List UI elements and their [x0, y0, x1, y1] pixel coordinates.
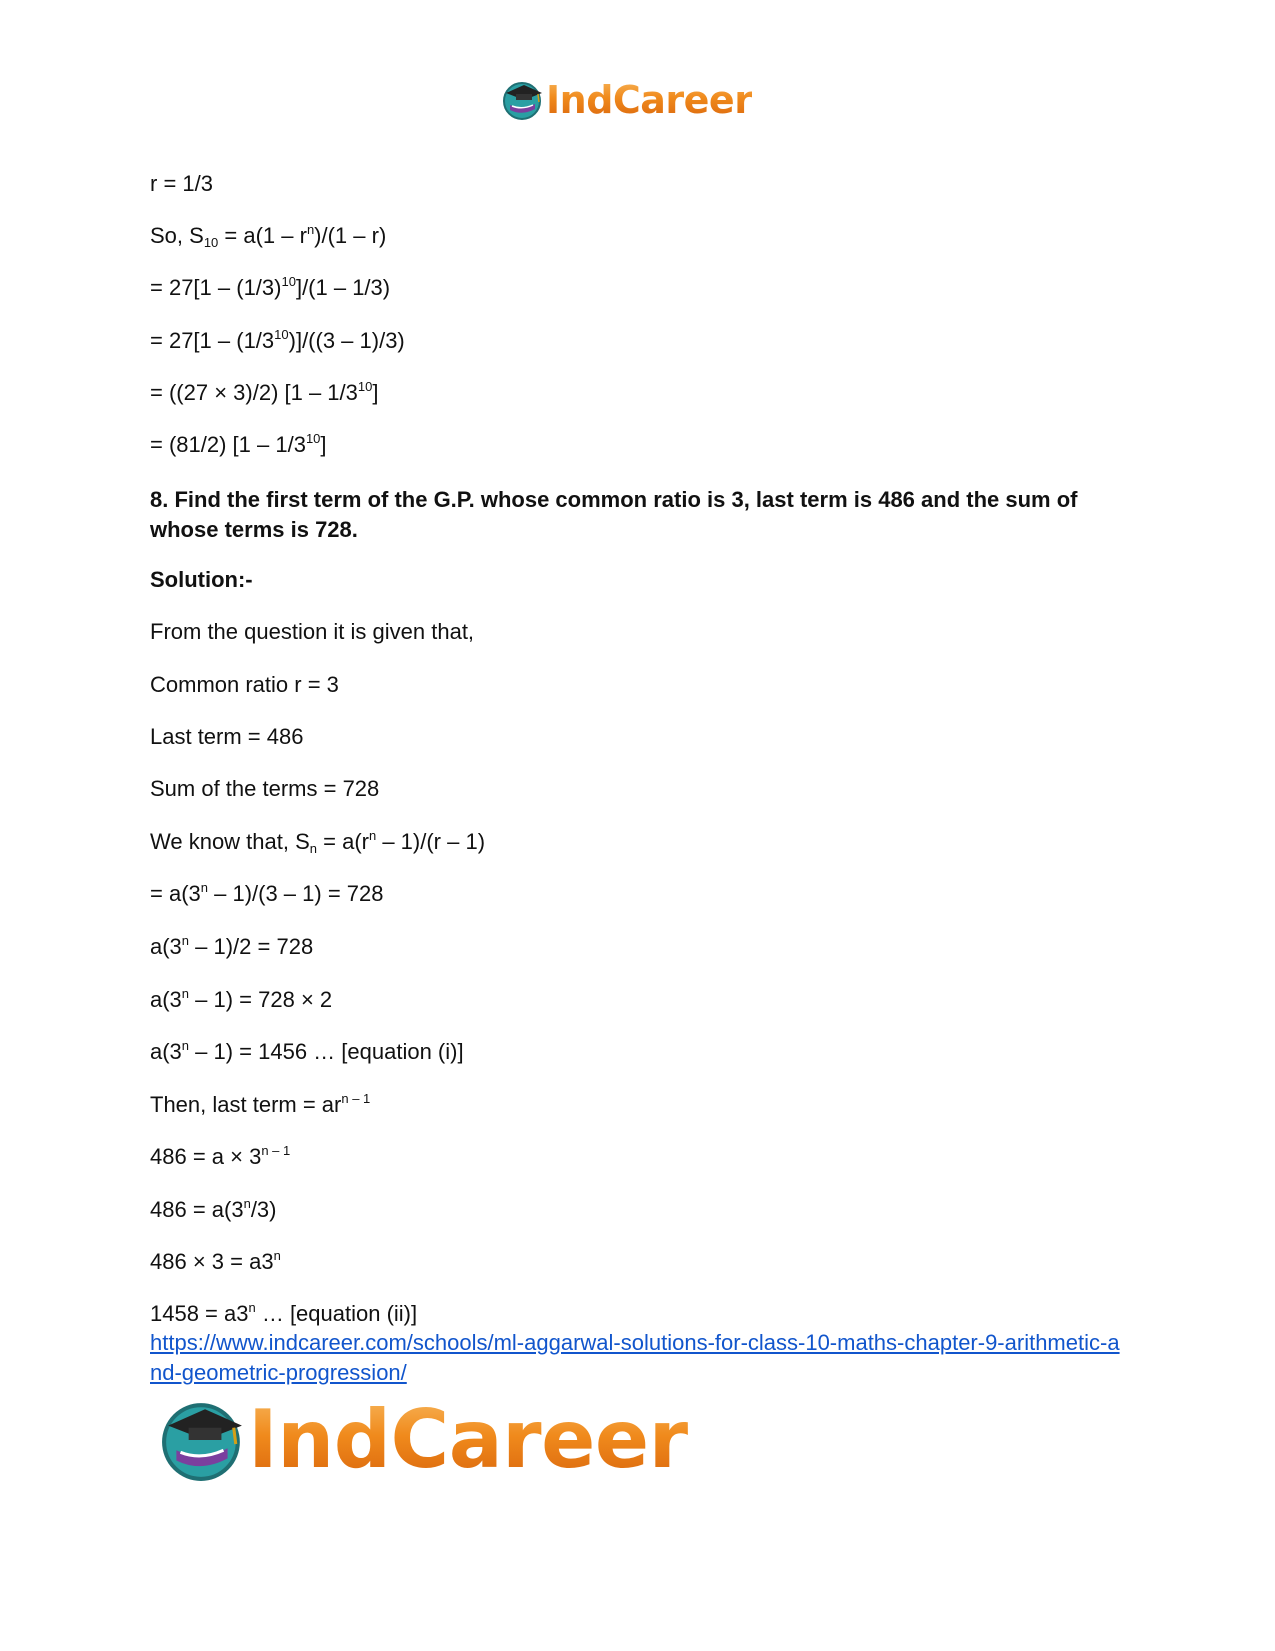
solution-label: Solution:-: [150, 567, 253, 592]
math-line: $486 = a(3^n/3)$: [150, 1196, 277, 1222]
math-line: $486 = a \times 3^{n - 1}$: [150, 1143, 291, 1169]
brand-name: IndCareer: [546, 78, 753, 122]
graduation-cap-globe-icon: [160, 1397, 246, 1483]
text-line: From the question it is given that,: [150, 619, 475, 644]
text-line: Common ratio r = 3: [150, 672, 339, 697]
math-line: We know that, $S_n = a(r^n - 1)/(r - 1)$: [150, 828, 486, 856]
brand-logo-footer: [160, 1395, 688, 1485]
math-line: = ((27 × 3)/2) $[1 - 1/3^{10}]$: [150, 379, 379, 405]
math-line: $486 \times 3 = a3^n$: [150, 1248, 281, 1274]
math-line: $1458 = a3^n$ … [equation (ii)]: [150, 1300, 418, 1326]
math-line: a(3$^n$ – 1)/2 = 728: [150, 933, 314, 959]
math-line: = $27[1 - (1/3^{10})]/((3 - 1)/3)$: [150, 327, 405, 353]
brand-logo-header: [502, 78, 752, 122]
math-line: a(3$^n$ – 1) = 1456 … [equation (i)]: [150, 1038, 464, 1064]
math-line: = $27[1 - (1/3)^{10}]/(1 - 1/3)$: [150, 274, 391, 300]
brand-name-large: IndCareer: [248, 1393, 688, 1486]
math-line: Then, last term = $ar^{n - 1}$: [150, 1091, 371, 1117]
math-line: So, $S_{10} = a(1 - r^n)/(1 - r)$: [150, 222, 387, 250]
math-line: = $a(3^n - 1)/(3 - 1) = 728$: [150, 880, 384, 906]
source-link[interactable]: https://www.indcareer.com/schools/ml-aggarwal-solutions-for-class-10-maths-chapter-9-arithmetic-and-geometric-progression/: [150, 1330, 1120, 1385]
text-line: Last term = 486: [150, 724, 304, 749]
question-heading: 8. Find the first term of the G.P. whose common ratio is 3, last term is 486 and the sum of whose terms is 728.: [150, 487, 1078, 542]
math-line: a(3$^n$ – 1) = 728 × 2: [150, 986, 333, 1012]
graduation-cap-globe-icon: [502, 79, 544, 121]
text-line: Sum of the terms = 728: [150, 776, 380, 801]
math-line: = (81/2) $[1 - 1/3^{10}]$: [150, 431, 327, 457]
math-line: r = 1/3: [150, 171, 213, 196]
